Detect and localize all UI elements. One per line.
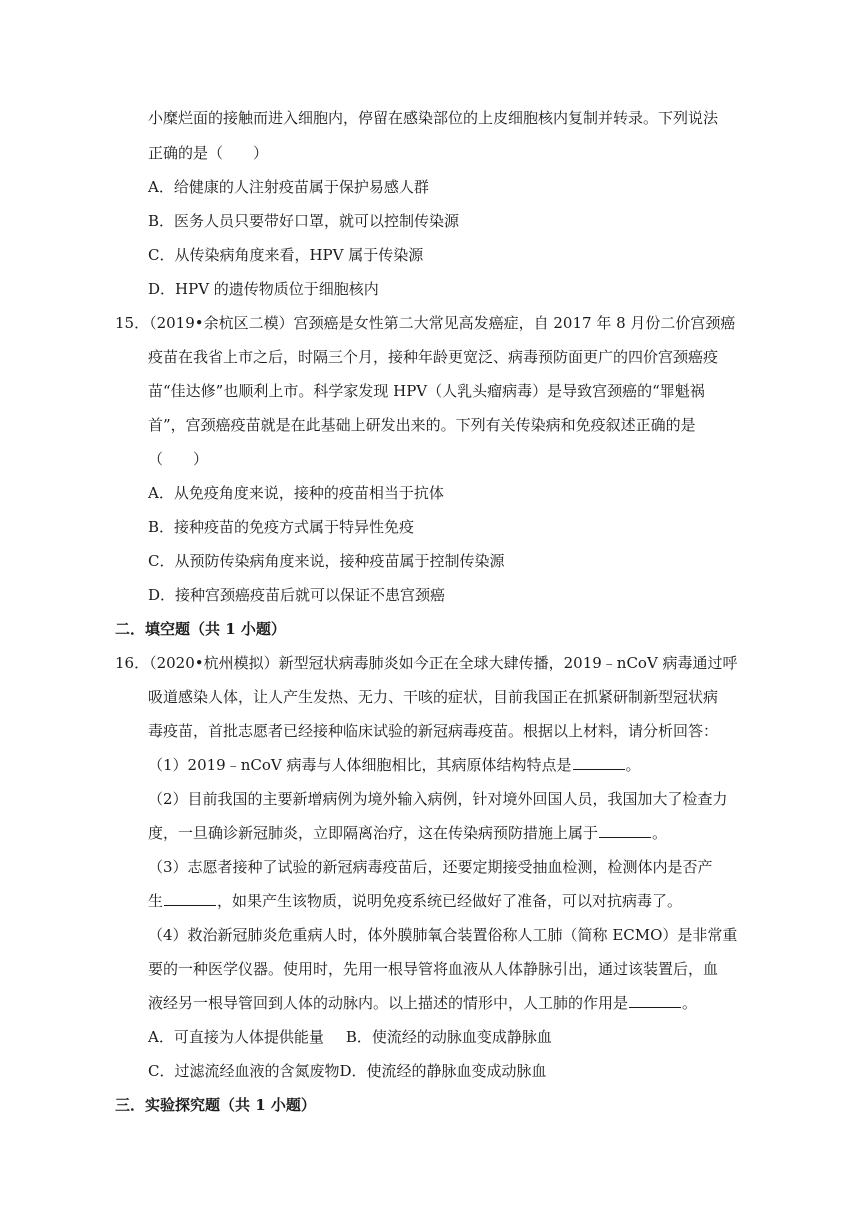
q14-option-c: C．从传染病角度来看，HPV 属于传染源	[148, 246, 424, 264]
q14-option-b: B．医务人员只要带好口罩，就可以控制传染源	[148, 212, 460, 230]
q16-part-4-text: 液经另一根导管回到人体的动脉内。以上描述的情形中，人工肺的作用是	[148, 994, 629, 1012]
q16-stem-line-2: 吸道感染人体，让人产生发热、无力、干咳的症状，目前我国正在抓紧研制新型冠状病	[148, 688, 719, 706]
q16-stem-line-3: 毒疫苗，首批志愿者已经接种临床试验的新冠病毒疫苗。根据以上材料，请分析回答：	[148, 722, 719, 740]
q16-part-4-line-3	[148, 993, 697, 1013]
q16-part-2-line-2	[148, 823, 667, 843]
q15-option-a: A．从免疫角度来说，接种的疫苗相当于抗体	[148, 484, 444, 502]
q16-options-row-2	[148, 1061, 547, 1081]
q15-stem-line-4: 首”，宫颈癌疫苗就是在此基础上研发出来的。下列有关传染病和免疫叙述正确的是	[148, 416, 696, 434]
q16-part-3-end: ，如果产生该物质，说明免疫系统已经做好了准备，可以对抗病毒了。	[217, 892, 683, 910]
q16-part-3-line-1: （3）志愿者接种了试验的新冠病毒疫苗后，还要定期接受抽血检测，检测体内是否产	[148, 858, 713, 876]
q15-option-c: C．从预防传染病角度来说，接种疫苗属于控制传染源	[148, 552, 505, 570]
q16-stem-line-1: 16．（2020•杭州模拟）新型冠状病毒肺炎如今正在全球大肆传播，2019﹣nCoV 病毒通过呼	[115, 654, 738, 672]
q15-option-d: D．接种宫颈癌疫苗后就可以保证不患宫颈癌	[148, 586, 446, 604]
q16-part-1-text: （1）2019﹣nCoV 病毒与人体细胞相比，其病原体结构特点是	[148, 756, 572, 774]
q16-part-4-end: 。	[682, 994, 698, 1012]
q16-part-4-line-2: 要的一种医学仪器。使用时，先用一根导管将血液从人体静脉引出，通过该装置后，血	[148, 960, 719, 978]
q16-part-3-text: 生	[148, 892, 164, 910]
answer-blank-2[interactable]	[599, 823, 651, 838]
q15-option-b: B．接种疫苗的免疫方式属于特异性免疫	[148, 518, 415, 536]
q16-part-2-line-1: （2）目前我国的主要新增病例为境外输入病例，针对境外回国人员，我国加大了检查力	[148, 790, 728, 808]
section-heading-fill-blank: 二．填空题（共 1 小题）	[115, 620, 286, 638]
q16-part-2-text: 度，一旦确诊新冠肺炎，立即隔离治疗，这在传染病预防措施上属于	[148, 824, 599, 842]
q15-stem-line-2: 疫苗在我省上市之后，时隔三个月，接种年龄更宽泛、病毒预防面更广的四价宫颈癌疫	[148, 348, 719, 366]
q16-option-b: B．使流经的动脉血变成静脉血	[345, 1028, 552, 1046]
q16-part-1-end: 。	[625, 756, 641, 774]
q16-option-c: C．过滤流经血液的含氮废物	[148, 1062, 340, 1080]
q16-part-3-line-2	[148, 891, 682, 911]
q15-stem-line-5: （ ）	[148, 450, 209, 468]
q16-part-2-end: 。	[652, 824, 668, 842]
q16-option-d: D．使流经的静脉血变成动脉血	[339, 1062, 547, 1080]
q15-stem-line-1: 15．（2019•余杭区二模）宫颈癌是女性第二大常见高发癌症，自 2017 年 8 月份二价宫颈癌	[115, 314, 736, 332]
q14-option-d: D．HPV 的遗传物质位于细胞核内	[148, 280, 379, 298]
answer-blank-3[interactable]	[164, 891, 216, 906]
q16-options-row-1	[148, 1027, 552, 1047]
q16-option-a: A．可直接为人体提供能量	[148, 1028, 324, 1046]
section-heading-experiment: 三．实验探究题（共 1 小题）	[115, 1096, 316, 1114]
q16-part-4-line-1: （4）救治新冠肺炎危重病人时，体外膜肺氧合装置俗称人工肺（简称 ECMO）是非常重	[148, 926, 738, 944]
q16-part-1	[148, 755, 641, 775]
q15-stem-line-3: 苗“佳达修”也顺利上市。科学家发现 HPV（人乳头瘤病毒）是导致宫颈癌的“罪魁祸	[148, 382, 705, 400]
q14-stem-line-2: 正确的是（ ）	[148, 144, 269, 162]
q14-stem-line-1: 小糜烂面的接触而进入细胞内，停留在感染部位的上皮细胞核内复制并转录。下列说法	[148, 109, 719, 127]
answer-blank-1[interactable]	[573, 755, 625, 770]
q14-option-a: A．给健康的人注射疫苗属于保护易感人群	[148, 178, 429, 196]
answer-blank-4[interactable]	[629, 993, 681, 1008]
